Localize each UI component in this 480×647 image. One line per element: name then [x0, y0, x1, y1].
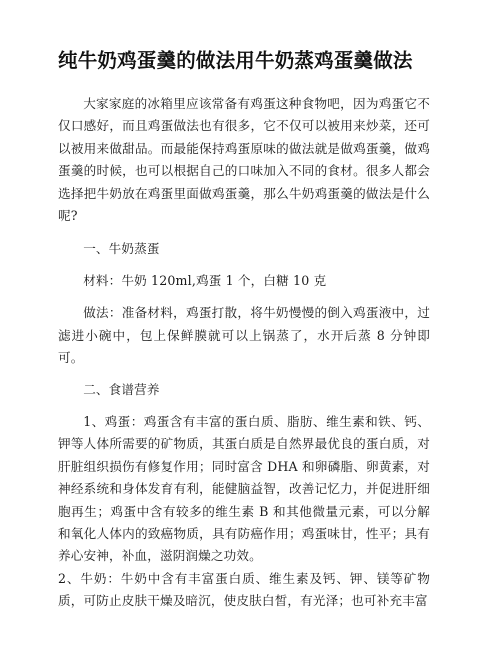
intro-paragraph: 大家家庭的冰箱里应该常备有鸡蛋这种食物吧，因为鸡蛋它不仅口感好，而且鸡蛋做法也有很多，它不仅可以被用来炒菜，还可以被用来做甜品。而最能保持鸡蛋原味的做法就是做鸡蛋羹，做鸡蛋羹的时候，也可以根据自己的口味加入不同的食材。很多人都会选择把牛奶放在鸡蛋里面做鸡蛋羹，那么牛奶鸡蛋羹的做法是什么呢?	[58, 96, 430, 224]
milk-nutrition-paragraph: 2、牛奶：牛奶中含有丰富蛋白质、维生素及钙、钾、镁等矿物质，可防止皮肤干燥及暗沉，使皮肤白皙，有光泽；也可补充丰富	[58, 570, 430, 609]
section-heading-milk-steamed-egg: 一、牛奶蒸蛋	[83, 241, 160, 257]
materials-paragraph: 材料：牛奶 120ml,鸡蛋 1 个，白糖 10 克	[83, 273, 327, 289]
method-paragraph: 做法：准备材料，鸡蛋打散，将牛奶慢慢的倒入鸡蛋液中，过滤进小碗中，包上保鲜膜就可以上锅蒸了，水开后蒸 8 分钟即可。	[58, 305, 430, 366]
egg-nutrition-paragraph: 1、鸡蛋：鸡蛋含有丰富的蛋白质、脂肪、维生素和铁、钙、钾等人体所需要的矿物质，其蛋白质是自然界最优良的蛋白质，对肝脏组织损伤有修复作用；同时富含 DHA 和卵磷脂、卵黄素，对神经系统和身体发育有利，能健脑益智，改善记忆力，并促进肝细胞再生；鸡蛋中含有较多的维生素 B 和其他微量元素，可以分解和氧化人体内的致癌物质，具有防癌作用；鸡蛋味甘，性平；具有养心安神，补血，滋阴润燥之功效。	[58, 413, 430, 564]
document-title: 纯牛奶鸡蛋羹的做法用牛奶蒸鸡蛋羹做法	[58, 49, 413, 72]
document-body	[58, 93, 430, 613]
section-heading-nutrition: 二、食谱营养	[83, 381, 160, 397]
